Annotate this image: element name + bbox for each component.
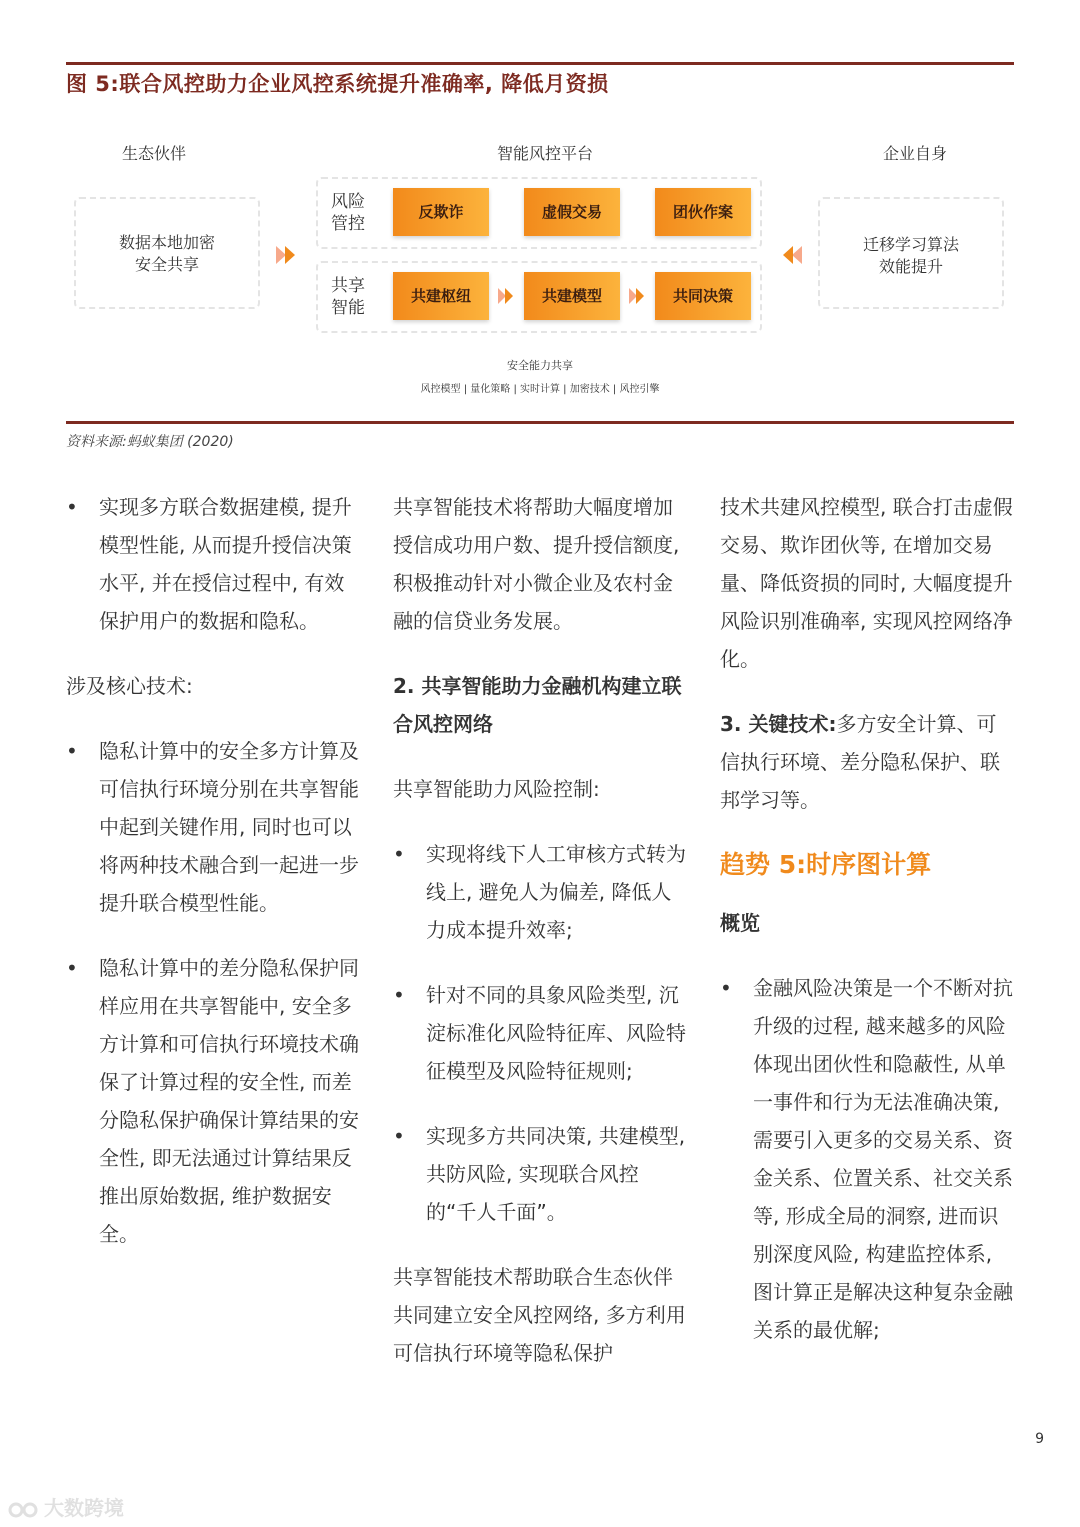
enterprise-line-1: 迁移学习算法: [862, 235, 959, 254]
row-label-shared-1: 共享: [331, 276, 365, 296]
ecosystem-line-2: 安全共享: [134, 255, 199, 274]
list-item: [66, 488, 362, 640]
list-item-text: 隐私计算中的安全多方计算及可信执行环境分别在共享智能中起到关键作用, 同时也可以将两种技术融合到一起进一步提升联合模型性能。: [99, 739, 359, 915]
label-enterprise: 企业自身: [883, 144, 948, 163]
list-item: [66, 732, 362, 922]
list-item-text: 隐私计算中的差分隐私保护同样应用在共享智能中, 安全多方计算和可信执行环境技术确保了计算过程的安全性, 而差分隐私保护确保计算结果的安全性, 即无法通过计算结果反推出原始数据, 维护数据安全。: [99, 956, 359, 1246]
list-item: [720, 969, 1016, 1349]
ecosystem-text: [74, 232, 260, 276]
row-label-shared-2: 智能: [331, 298, 365, 318]
column-3: [720, 488, 1016, 1376]
share-items: 风控模型 | 量化策略 | 实时计算 | 加密技术 | 风控引擎: [420, 384, 660, 395]
paragraph: 共享智能助力风险控制:: [393, 777, 600, 801]
ecosystem-line-1: 数据本地加密: [118, 233, 215, 252]
watermark-text: 大数跨境: [44, 1496, 124, 1520]
bullet-icon: •: [393, 842, 405, 866]
paragraph: 技术共建风控模型, 联合打击虚假交易、欺诈团伙等, 在增加交易量、降低资损的同时, 大幅度提升风险识别准确率, 实现风控网络净化。: [720, 495, 1013, 671]
label-platform: 智能风控平台: [497, 144, 594, 163]
arrow-right-icon: [276, 246, 300, 264]
watermark: [8, 1492, 124, 1521]
bottom-rule: [66, 421, 1014, 424]
list-item-text: 针对不同的具象风险类型, 沉淀标准化风险特征库、风险特征模型及风险特征规则;: [426, 983, 686, 1083]
key-tech-paragraph: [720, 705, 1016, 819]
list-item-text: 实现多方联合数据建模, 提升模型性能, 从而提升授信决策水平, 并在授信过程中, 有效保护用户的数据和隐私。: [99, 495, 352, 633]
page-number: 9: [1035, 1431, 1044, 1447]
row-label-risk: [331, 191, 365, 235]
label-ecosystem: 生态伙伴: [122, 144, 187, 163]
paragraph: 共享智能技术帮助联合生态伙伴共同建立安全风控网络, 多方利用可信执行环境等隐私保护: [393, 1265, 686, 1365]
figure-title: 图 5:联合风控助力企业风控系统提升准确率, 降低月资损: [66, 72, 609, 96]
section-heading: 2. 共享智能助力金融机构建立联合风控网络: [393, 674, 682, 736]
row-label-risk-1: 风险: [331, 192, 365, 212]
list-item: [393, 1117, 689, 1231]
paragraph: 涉及核心技术:: [66, 674, 193, 698]
share-title: 安全能力共享: [507, 359, 573, 372]
bullet-icon: •: [393, 983, 405, 1007]
box-fake-transaction: 虚假交易: [524, 188, 620, 236]
key-tech-text: 多方安全计算、可信执行环境、差分隐私保护、联邦学习等。: [720, 712, 1000, 812]
bullet-icon: •: [66, 739, 78, 763]
list-item-text: 实现多方共同决策, 共建模型, 共防风险, 实现联合风控的“千人千面”。: [426, 1124, 686, 1224]
column-2: [393, 488, 689, 1399]
bullet-icon: •: [66, 956, 78, 980]
box-gang-crime: 团伙作案: [655, 188, 751, 236]
row-label-risk-2: 管控: [331, 214, 365, 234]
watermark-logo-icon: [8, 1499, 40, 1521]
list-item: [393, 976, 689, 1090]
list-item: [393, 835, 689, 949]
top-rule: [66, 62, 1014, 65]
arrow-left-icon: [778, 246, 802, 264]
bullet-icon: •: [393, 1124, 405, 1148]
box-co-model: 共建模型: [524, 272, 620, 320]
arrow-right-icon: [629, 288, 649, 304]
enterprise-line-2: 效能提升: [878, 257, 943, 276]
source-note: 资料来源:蚂蚁集团 (2020): [66, 434, 234, 450]
enterprise-text: [818, 234, 1004, 278]
column-1: [66, 488, 362, 1280]
trend-heading: 趋势 5:时序图计算: [720, 850, 932, 879]
row-label-shared: [331, 275, 365, 319]
arrow-right-icon: [498, 288, 518, 304]
list-item-text: 实现将线下人工审核方式转为线上, 避免人为偏差, 降低人力成本提升效率;: [426, 842, 686, 942]
paragraph: 共享智能技术将帮助大幅度增加授信成功用户数、提升授信额度, 积极推动针对小微企业及农村金融的信贷业务发展。: [393, 495, 680, 633]
bullet-icon: •: [720, 976, 732, 1000]
key-tech-heading: 3. 关键技术:: [720, 712, 837, 736]
bullet-icon: •: [66, 495, 78, 519]
list-item: [66, 949, 362, 1253]
list-item-text: 金融风险决策是一个不断对抗升级的过程, 越来越多的风险体现出团伙性和隐蔽性, 从单一事件和行为无法准确决策, 需要引入更多的交易关系、资金关系、位置关系、社交关系等, 形成全局的洞察, 进而识别深度风险, 构建监控体系, 图计算正是解决这种复杂金融关系的最优解;: [753, 976, 1013, 1342]
overview-heading: 概览: [720, 911, 760, 935]
box-anti-fraud: 反欺诈: [393, 188, 489, 236]
box-co-hub: 共建枢纽: [393, 272, 489, 320]
box-co-decision: 共同决策: [655, 272, 751, 320]
